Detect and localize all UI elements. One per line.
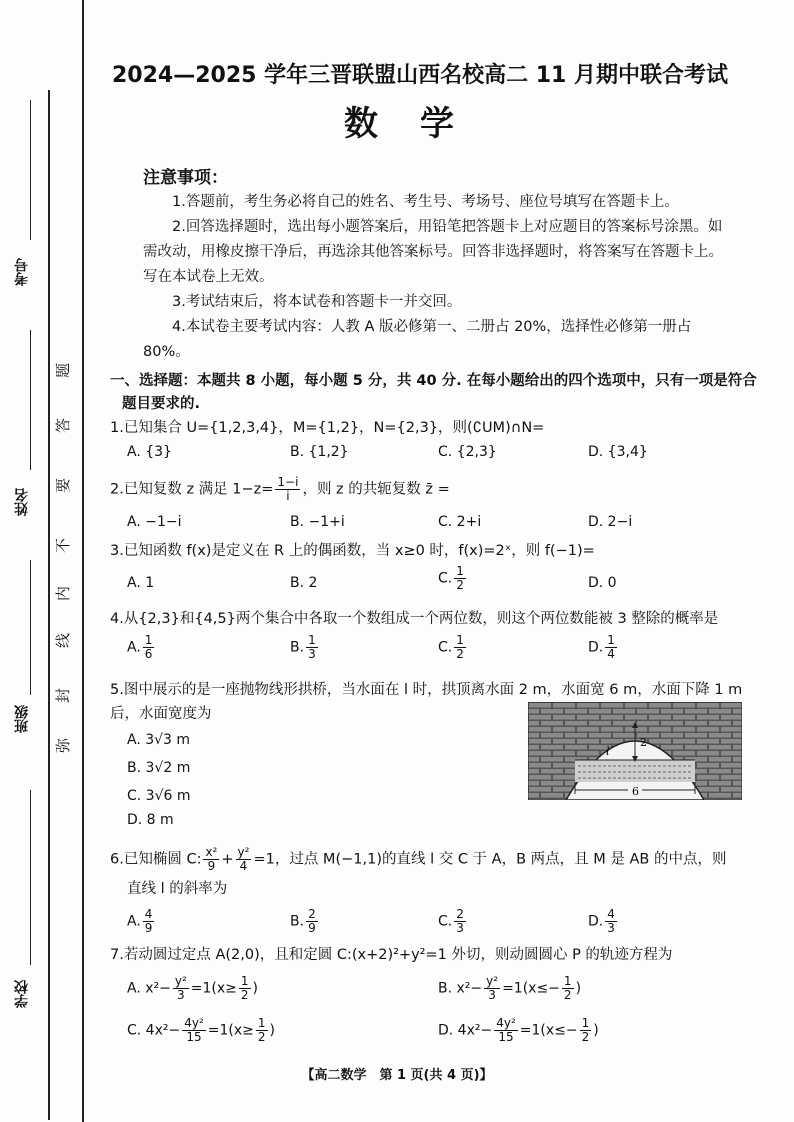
- seal-char: 不: [54, 537, 73, 554]
- option-label: A.: [127, 639, 141, 656]
- q3-option-a[interactable]: A. 1: [127, 575, 155, 591]
- option-fraction: [143, 634, 155, 661]
- option-fraction: [143, 908, 155, 935]
- frac-num: 4y²: [496, 1016, 516, 1030]
- q7-option-b[interactable]: [438, 975, 581, 1002]
- question-2-stem: [110, 476, 750, 503]
- option-fraction: [454, 634, 466, 661]
- frac-den: 4: [607, 647, 615, 661]
- note-item: 1.答题前，考生务必将自己的姓名、考生号、考场号、座位号填写在答题卡上。: [172, 194, 679, 210]
- question-6-stem: 6.已知椭圆 C: $\frac{\text{x²}}{9}$ + $\frac{\text{y²}}{4}$ =1，过点 M(−1,1)的直线 l 交 C 于 A，B 两点，且 M 是 AB 的中点，则: [110, 845, 727, 873]
- q4-option-b[interactable]: [290, 634, 320, 661]
- opt-part: ): [252, 980, 259, 997]
- frac-num: 4: [607, 907, 615, 921]
- notes-heading: 注意事项：: [143, 168, 228, 188]
- frac-num: 4y²: [184, 1016, 204, 1030]
- frac-den: 2: [456, 647, 464, 661]
- option-label: C.: [438, 913, 453, 930]
- frac-num: 1: [144, 633, 153, 647]
- water-level-label: l: [606, 745, 610, 758]
- bridge-figure: [528, 702, 742, 800]
- q2-stem-part: 2.已知复数 z 满足 1−z=: [110, 481, 274, 498]
- frac-num: 1: [581, 1016, 590, 1030]
- q1-option-c[interactable]: C. {2,3}: [438, 444, 497, 460]
- opt-part: B. x²−: [438, 980, 483, 997]
- frac-num: y²: [237, 845, 250, 859]
- option-fraction: [454, 908, 466, 935]
- exam-number-blank[interactable]: [30, 100, 31, 240]
- frac-num: 1: [456, 564, 464, 578]
- opt-fraction: [256, 1017, 268, 1044]
- q2-option-d[interactable]: D. 2−i: [588, 514, 633, 530]
- question-4-stem: 4.从{2,3}和{4,5}两个集合中各取一个数组成一个两位数，则这个两位数能被 3 整除的概率是: [110, 611, 719, 627]
- height-label: 2: [640, 736, 647, 749]
- q6-option-a[interactable]: [127, 908, 156, 935]
- water-surface: [575, 760, 695, 782]
- q2-frac-den: i: [286, 489, 290, 503]
- frac-num: 1: [607, 633, 615, 647]
- opt-fraction: [173, 975, 189, 1002]
- q2-fraction: [275, 476, 300, 503]
- frac-den: 9: [207, 859, 216, 873]
- q7-option-a[interactable]: [127, 975, 258, 1002]
- frac-den: 15: [186, 1030, 202, 1044]
- exam-title: 2024—2025 学年三晋联盟山西名校高二 11 月期中联合考试: [111, 63, 729, 88]
- seal-char: 线: [54, 632, 73, 649]
- binding-line-inner: [82, 0, 84, 1122]
- frac-den: 2: [240, 988, 249, 1002]
- option-label: D.: [588, 913, 604, 930]
- frac-num: 1: [456, 633, 464, 647]
- q5-option-b[interactable]: B. 3√2 m: [127, 760, 191, 776]
- frac-den: 2: [563, 988, 572, 1002]
- opt-part: ): [269, 1022, 275, 1039]
- opt-fraction: [182, 1017, 206, 1044]
- frac-den: 3: [607, 921, 615, 935]
- school-blank[interactable]: [30, 790, 31, 965]
- name-blank[interactable]: [30, 330, 31, 470]
- q3-option-d[interactable]: D. 0: [588, 575, 617, 591]
- frac-den: 2: [456, 578, 464, 592]
- seal-char: 答: [54, 417, 73, 434]
- frac-den: 6: [144, 647, 153, 661]
- opt-part: ): [575, 980, 582, 997]
- q2-option-c[interactable]: C. 2+i: [438, 514, 482, 530]
- option-fraction: [605, 908, 617, 935]
- ellipse-y-term: [236, 846, 252, 873]
- frac-den: 3: [177, 988, 185, 1002]
- q5-option-a[interactable]: A. 3√3 m: [127, 732, 191, 748]
- opt-part: D. 4x²−: [438, 1022, 493, 1039]
- frac-den: 9: [144, 921, 153, 935]
- school-label: 学校: [14, 980, 30, 1008]
- frac-num: 1: [308, 633, 316, 647]
- q6-stem-part: =1，过点 M(−1,1)的直线 l 交 C 于 A，B 两点，且 M 是 AB 的中点，则: [253, 851, 727, 868]
- frac-num: 2: [456, 907, 464, 921]
- opt-part: ): [593, 1022, 599, 1039]
- section-heading: 一、选择题：本题共 8 小题，每小题 5 分，共 40 分. 在每小题给出的四个选项中，只有一项是符合题目要求的.: [110, 373, 757, 412]
- question-3-stem: 3.已知函数 f(x)是定义在 R 上的偶函数，当 x≥0 时，f(x)=2ˣ，则 f(−1)=: [110, 543, 595, 559]
- frac-num: 4: [144, 907, 153, 921]
- q7-option-c[interactable]: [127, 1017, 275, 1044]
- q4-option-d[interactable]: [588, 634, 619, 661]
- name-label: 姓名: [14, 488, 30, 516]
- note-item: 3.考试结束后，将本试卷和答题卡一并交回。: [172, 294, 462, 310]
- question-7-stem: 7.若动圆过定点 A(2,0)，且和定圆 C:(x+2)²+y²=1 外切，则动圆圆心 P 的轨迹方程为: [110, 947, 673, 963]
- width-label: 6: [632, 785, 639, 798]
- class-label: 班级: [14, 705, 30, 733]
- q5-option-d[interactable]: D. 8 m: [127, 812, 174, 828]
- page-footer: 【高二数学 第 1 页(共 4 页)】: [301, 1068, 493, 1083]
- binding-line-outer: [48, 90, 50, 1120]
- frac-num: y²: [174, 974, 187, 988]
- opt-part: =1(x≥: [207, 1022, 254, 1039]
- q4-option-a[interactable]: [127, 634, 156, 661]
- frac-num: 1: [563, 974, 572, 988]
- option-label: C.: [438, 639, 453, 656]
- opt-fraction: [484, 975, 500, 1002]
- question-5-stem: 5.图中展示的是一座抛物线形拱桥，当水面在 l 时，拱顶离水面 2 m，水面宽 6 m，水面下降 1 m 后，水面宽度为: [110, 682, 743, 722]
- q3-option-c-label: C.: [438, 570, 453, 587]
- note-item: 4.本试卷主要考试内容：人教 A 版必修第一、二册占 20%，选择性必修第一册占 80%。: [143, 319, 692, 360]
- opt-fraction: [562, 975, 574, 1002]
- frac-num: 1: [257, 1016, 266, 1030]
- exam-number-label: 考号: [14, 258, 30, 286]
- q6-option-d[interactable]: [588, 908, 619, 935]
- opt-part: =1(x≤−: [502, 980, 560, 997]
- frac-den: 15: [498, 1030, 514, 1044]
- q1-option-d[interactable]: D. {3,4}: [588, 444, 648, 460]
- frac-den: 2: [257, 1030, 266, 1044]
- q2-frac-num: 1−i: [277, 475, 299, 489]
- frac-den: 4: [239, 859, 248, 873]
- q7-option-d[interactable]: [438, 1017, 599, 1044]
- opt-part: A. x²−: [127, 980, 171, 997]
- frac-den: 3: [488, 988, 496, 1002]
- option-label: B.: [290, 639, 305, 656]
- frac-num: x²: [205, 845, 218, 859]
- opt-part: C. 4x²−: [127, 1022, 181, 1039]
- option-label: D.: [588, 639, 604, 656]
- question-1-stem: 1.已知集合 U={1,2,3,4}，M={1,2}，N={2,3}，则(∁UM)∩N=: [110, 420, 545, 436]
- option-fraction: [605, 634, 617, 661]
- seal-char: 要: [54, 477, 73, 494]
- opt-part: =1(x≤−: [519, 1022, 578, 1039]
- ellipse-x-term: [203, 846, 219, 873]
- seal-char: 内: [54, 585, 73, 602]
- q5-option-c[interactable]: C. 3√6 m: [127, 788, 191, 804]
- q1-option-a[interactable]: A. {3}: [127, 444, 172, 460]
- opt-fraction: [239, 975, 251, 1002]
- q6-option-c[interactable]: [438, 908, 468, 935]
- q6-option-b[interactable]: [290, 908, 320, 935]
- opt-fraction: [494, 1017, 518, 1044]
- q2-stem-part: ，则 z 的共轭复数 z̄ =: [302, 481, 450, 498]
- frac-num: 2: [308, 907, 316, 921]
- opt-part: =1(x≥: [190, 980, 237, 997]
- q2-option-a[interactable]: A. −1−i: [127, 514, 182, 530]
- subject-title: 数学: [344, 104, 496, 144]
- q3-option-c-fraction: [454, 565, 466, 592]
- q6-stem-part: 6.已知椭圆 C:: [110, 851, 202, 868]
- frac-den: 9: [308, 921, 316, 935]
- frac-num: 1: [240, 974, 249, 988]
- option-label: B.: [290, 913, 305, 930]
- class-blank[interactable]: [30, 560, 31, 695]
- option-label: A.: [127, 913, 141, 930]
- q3-option-b[interactable]: B. 2: [290, 575, 318, 591]
- seal-char: 弥: [54, 737, 73, 754]
- frac-den: 3: [308, 647, 316, 661]
- frac-den: 2: [581, 1030, 590, 1044]
- seal-char: 题: [54, 362, 73, 379]
- q2-option-b[interactable]: B. −1+i: [290, 514, 345, 530]
- q4-option-c[interactable]: [438, 634, 468, 661]
- frac-num: y²: [486, 974, 499, 988]
- q1-option-b[interactable]: B. {1,2}: [290, 444, 349, 460]
- note-item: 2.回答选择题时，选出每小题答案后，用铅笔把答题卡上对应题目的答案标号涂黑。如需改动，用橡皮擦干净后，再选涂其他答案标号。回答非选择题时，将答案写在答题卡上。写在本试卷上无效。: [143, 219, 723, 285]
- option-fraction: [306, 634, 318, 661]
- opt-fraction: [580, 1017, 592, 1044]
- seal-char: 封: [54, 687, 73, 704]
- q3-option-c[interactable]: [438, 565, 468, 592]
- frac-den: 3: [456, 921, 464, 935]
- option-fraction: [306, 908, 318, 935]
- question-6-stem-line2: 直线 l 的斜率为: [127, 881, 228, 897]
